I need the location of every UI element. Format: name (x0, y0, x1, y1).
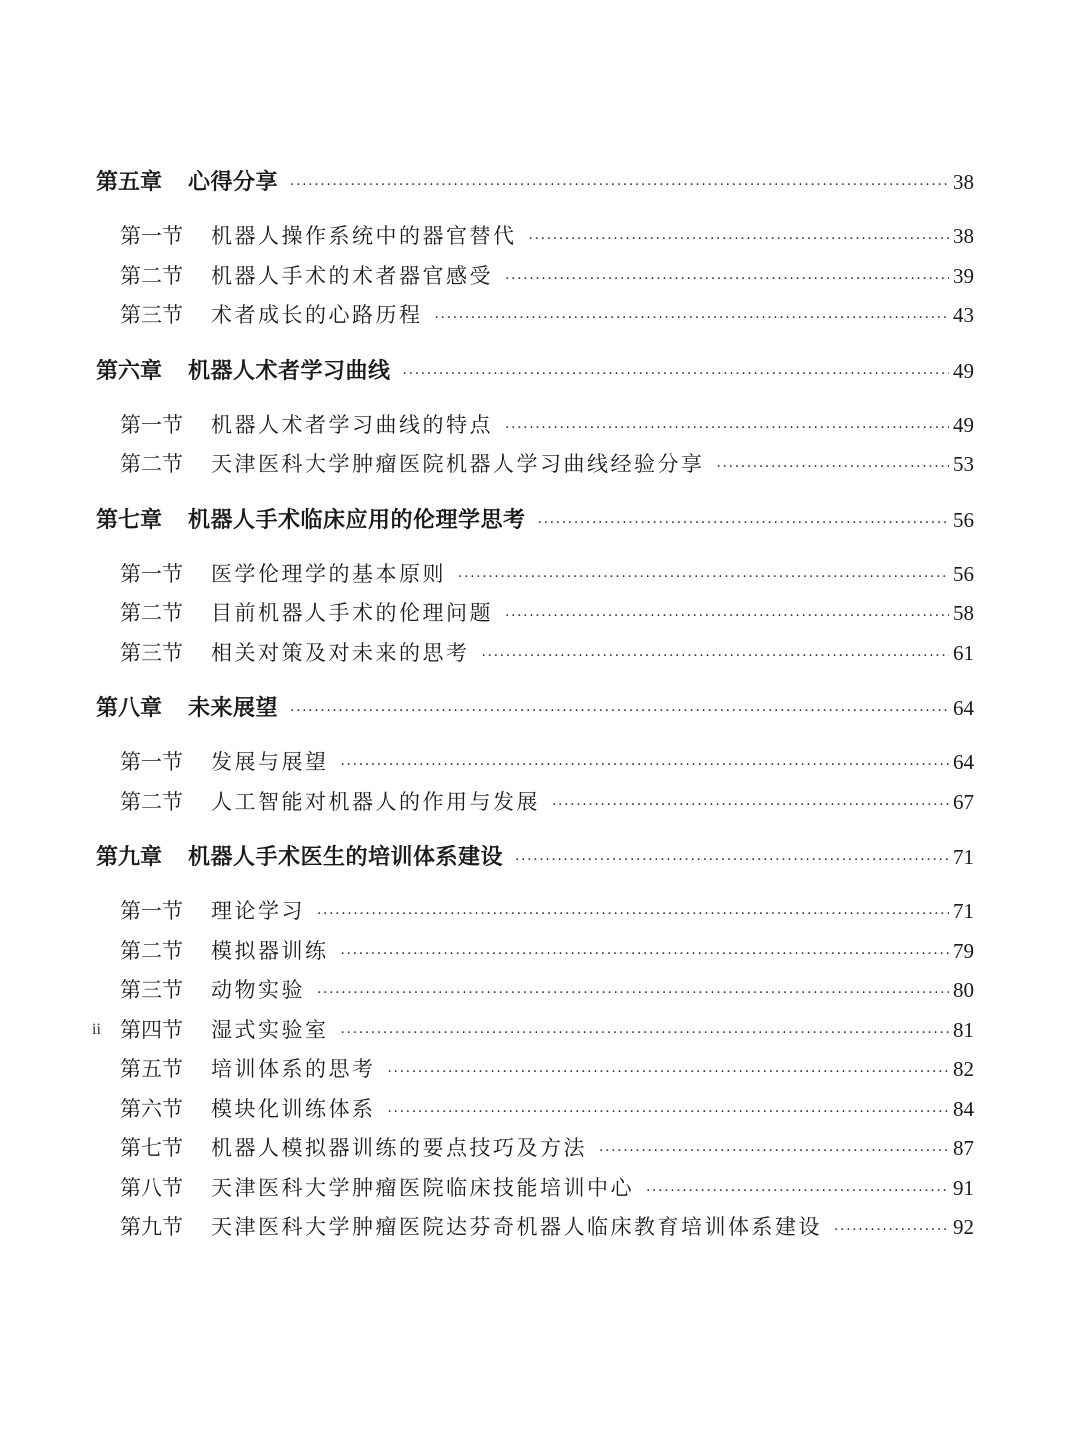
page-number: 61 (953, 640, 974, 665)
toc-section (96, 296, 974, 336)
section-number: 第五节 (120, 1057, 183, 1081)
section-title: 理论学习 (211, 899, 305, 923)
page-number: 71 (953, 845, 974, 869)
page-number: 64 (953, 696, 974, 720)
page-number: 84 (953, 1096, 974, 1121)
dot-leader (317, 895, 949, 935)
page-number: 87 (953, 1136, 974, 1160)
toc-chapter (96, 688, 974, 728)
dot-leader (458, 558, 949, 598)
chapter-number: 第九章 (96, 845, 163, 870)
section-number: 第一节 (120, 750, 183, 774)
section-number: 第七节 (120, 1136, 183, 1160)
section-number: 第四节 (120, 1017, 183, 1042)
section-title: 培训体系的思考 (211, 1057, 376, 1081)
section-title: 人工智能对机器人的作用与发展 (211, 789, 540, 814)
dot-leader (717, 448, 950, 488)
page-number: 92 (953, 1215, 974, 1239)
page-number: 43 (953, 303, 974, 327)
section-number: 第二节 (120, 263, 183, 288)
dot-leader (538, 503, 949, 543)
section-title: 相关对策及对未来的思考 (211, 640, 470, 665)
section-number: 第一节 (120, 561, 183, 586)
page-number: 56 (953, 507, 974, 532)
chapter-number: 第六章 (96, 358, 163, 384)
dot-leader (388, 1053, 950, 1093)
section-number: 第六节 (120, 1096, 183, 1121)
section-title: 机器人手术的术者器官感受 (211, 263, 493, 288)
toc-section (96, 932, 974, 972)
page-number: 49 (953, 358, 974, 383)
dot-leader (505, 597, 949, 637)
section-title: 模块化训练体系 (211, 1096, 376, 1121)
toc-section (96, 1169, 974, 1209)
page-number: 64 (953, 750, 974, 774)
dot-leader (552, 786, 949, 826)
section-title: 机器人模拟器训练的要点技巧及方法 (211, 1136, 587, 1160)
toc-chapter (96, 500, 974, 540)
toc-section (96, 1050, 974, 1090)
chapter-title: 未来展望 (188, 696, 279, 721)
section-number: 第二节 (120, 452, 183, 476)
page-number: 56 (953, 561, 974, 586)
section-number: 第一节 (120, 899, 183, 923)
section-title: 模拟器训练 (211, 938, 329, 963)
page-number: 80 (953, 978, 974, 1002)
dot-leader (341, 746, 950, 786)
toc-section (96, 743, 974, 783)
section-title: 目前机器人手术的伦理问题 (211, 601, 493, 625)
dot-leader (317, 974, 949, 1014)
page-number: 79 (953, 938, 974, 963)
dot-leader (599, 1132, 949, 1172)
toc-section (96, 257, 974, 297)
toc-section (96, 406, 974, 446)
toc-chapter (96, 837, 974, 877)
dot-leader (290, 691, 949, 731)
chapter-number: 第七章 (96, 507, 163, 533)
dot-leader (388, 1093, 950, 1133)
toc-section (96, 555, 974, 595)
dot-leader (290, 165, 949, 205)
folio-page-number: ii (92, 1021, 101, 1038)
page-number: 82 (953, 1057, 974, 1081)
section-title: 天津医科大学肿瘤医院达芬奇机器人临床教育培训体系建设 (211, 1215, 822, 1239)
section-number: 第八节 (120, 1175, 183, 1200)
toc-section (96, 445, 974, 485)
section-title: 术者成长的心路历程 (211, 303, 423, 327)
page-number: 38 (953, 170, 974, 194)
page-number: 58 (953, 601, 974, 625)
toc-section (96, 1129, 974, 1169)
section-title: 医学伦理学的基本原则 (211, 561, 446, 586)
section-number: 第一节 (120, 224, 183, 248)
section-number: 第二节 (120, 789, 183, 814)
page-number: 71 (953, 899, 974, 923)
dot-leader (505, 260, 949, 300)
page-number: 91 (953, 1175, 974, 1200)
toc-section (96, 971, 974, 1011)
toc-chapter (96, 351, 974, 391)
section-title: 湿式实验室 (211, 1017, 329, 1042)
section-title: 天津医科大学肿瘤医院机器人学习曲线经验分享 (211, 452, 705, 476)
dot-leader (341, 935, 950, 975)
toc-section (96, 594, 974, 634)
page-number: 39 (953, 263, 974, 288)
section-title: 发展与展望 (211, 750, 329, 774)
chapter-number: 第八章 (96, 696, 163, 721)
section-title: 机器人术者学习曲线的特点 (211, 412, 493, 437)
chapter-title: 心得分享 (188, 170, 279, 195)
toc-section (96, 217, 974, 257)
dot-leader (482, 637, 950, 677)
section-number: 第三节 (120, 640, 183, 665)
section-title: 动物实验 (211, 978, 305, 1002)
dot-leader (646, 1172, 949, 1212)
toc-section (96, 634, 974, 674)
toc-section (96, 1208, 974, 1248)
page-number: 67 (953, 789, 974, 814)
dot-leader (505, 409, 949, 449)
dot-leader (515, 840, 949, 880)
chapter-number: 第五章 (96, 170, 163, 195)
section-title: 机器人操作系统中的器官替代 (211, 224, 517, 248)
section-number: 第九节 (120, 1215, 183, 1239)
section-number: 第三节 (120, 978, 183, 1002)
section-number: 第二节 (120, 601, 183, 625)
dot-leader (435, 299, 950, 339)
toc-section (96, 892, 974, 932)
chapter-title: 机器人术者学习曲线 (188, 358, 391, 384)
section-title: 天津医科大学肿瘤医院临床技能培训中心 (211, 1175, 634, 1200)
dot-leader (834, 1211, 949, 1251)
page-number: 49 (953, 412, 974, 437)
chapter-title: 机器人手术临床应用的伦理学思考 (188, 507, 526, 533)
dot-leader (341, 1014, 950, 1054)
section-number: 第二节 (120, 938, 183, 963)
page-number: 53 (953, 452, 974, 476)
section-number: 第三节 (120, 303, 183, 327)
dot-leader (529, 220, 950, 260)
page-number: 38 (953, 224, 974, 248)
section-number: 第一节 (120, 412, 183, 437)
toc-chapter (96, 162, 974, 202)
toc-section (96, 783, 974, 823)
chapter-title: 机器人手术医生的培训体系建设 (188, 845, 504, 870)
page-number: 81 (953, 1017, 974, 1042)
toc-section (96, 1011, 974, 1051)
table-of-contents (96, 162, 974, 1248)
toc-section (96, 1090, 974, 1130)
dot-leader (403, 354, 949, 394)
